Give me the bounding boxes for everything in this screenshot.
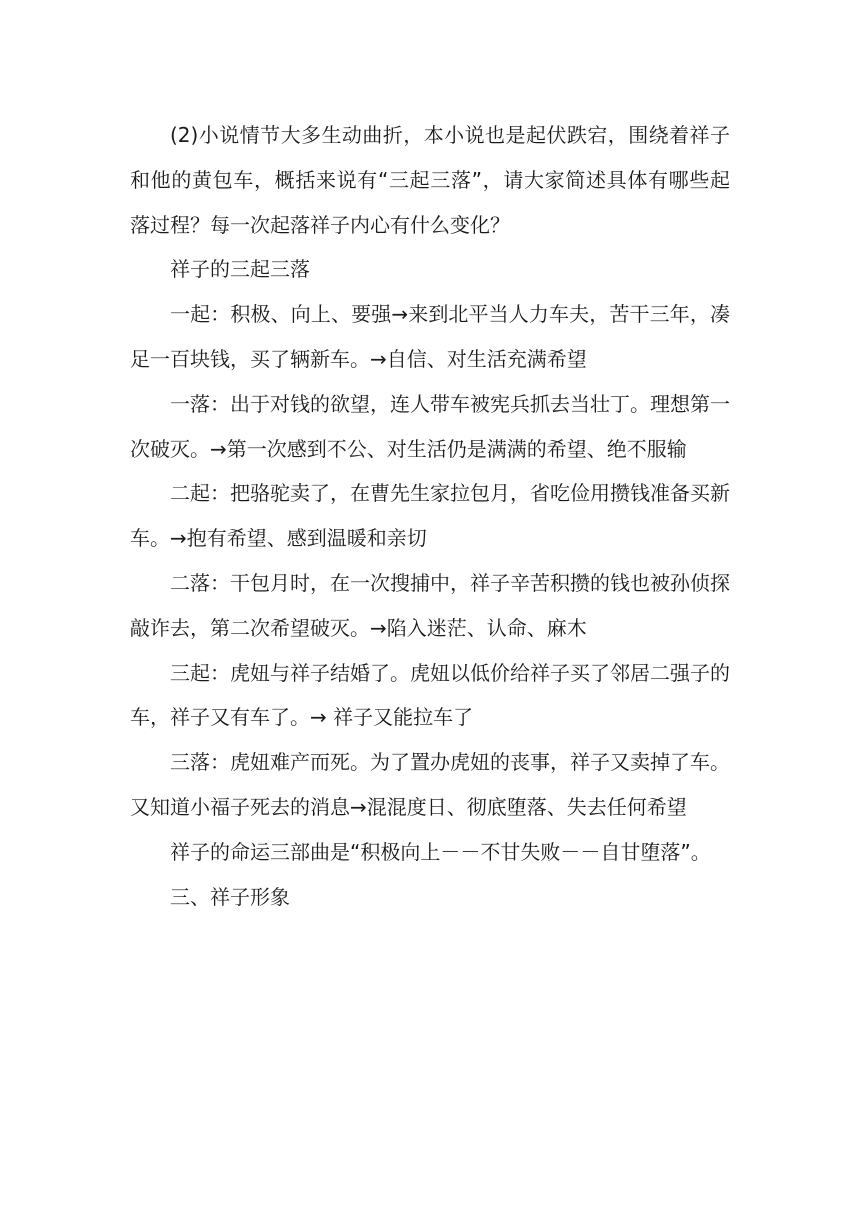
paragraph-second-fall: 二落：干包月时，在一次搜捕中，祥子辛苦积攒的钱也被孙侦探敲诈去，第二次希望破灭。→陷入迷茫、认命、麻木 [130, 570, 730, 640]
paragraph-fate-trilogy: 祥子的命运三部曲是“积极向上－－不甘失败－－自甘堕落”。 [170, 839, 711, 864]
section-heading-xiangzi-image: 三、祥子形象 [170, 884, 290, 909]
paragraph-question: (2)小说情节大多生动曲折，本小说也是起伏跌宕，围绕着祥子和他的黄包车，概括来说有“三起三落”，请大家简述具体有哪些起落过程？每一次起落祥子内心有什么变化？ [130, 123, 730, 237]
paragraph-heading-three-ups-downs: 祥子的三起三落 [170, 257, 310, 282]
paragraph-first-fall: 一落：出于对钱的欲望，连人带车被宪兵抓去当壮丁。理想第一次破灭。→第一次感到不公、对生活仍是满满的希望、绝不服输 [130, 391, 730, 461]
paragraph-second-rise: 二起：把骆驼卖了，在曹先生家拉包月，省吃俭用攒钱准备买新车。→抱有希望、感到温暖和亲切 [130, 481, 730, 551]
paragraph-first-rise: 一起：积极、向上、要强→来到北平当人力车夫，苦干三年，凑足一百块钱，买了辆新车。→自信、对生活充满希望 [130, 302, 730, 371]
paragraph-third-rise: 三起：虎妞与祥子结婚了。虎妞以低价给祥子买了邻居二强子的车，祥子又有车了。→ 祥子又能拉车了 [130, 660, 730, 730]
paragraph-third-fall: 三落：虎妞难产而死。为了置办虎妞的丧事，祥子又卖掉了车。又知道小福子死去的消息→混混度日、彻底堕落、失去任何希望 [130, 750, 730, 819]
document-body [130, 113, 730, 919]
